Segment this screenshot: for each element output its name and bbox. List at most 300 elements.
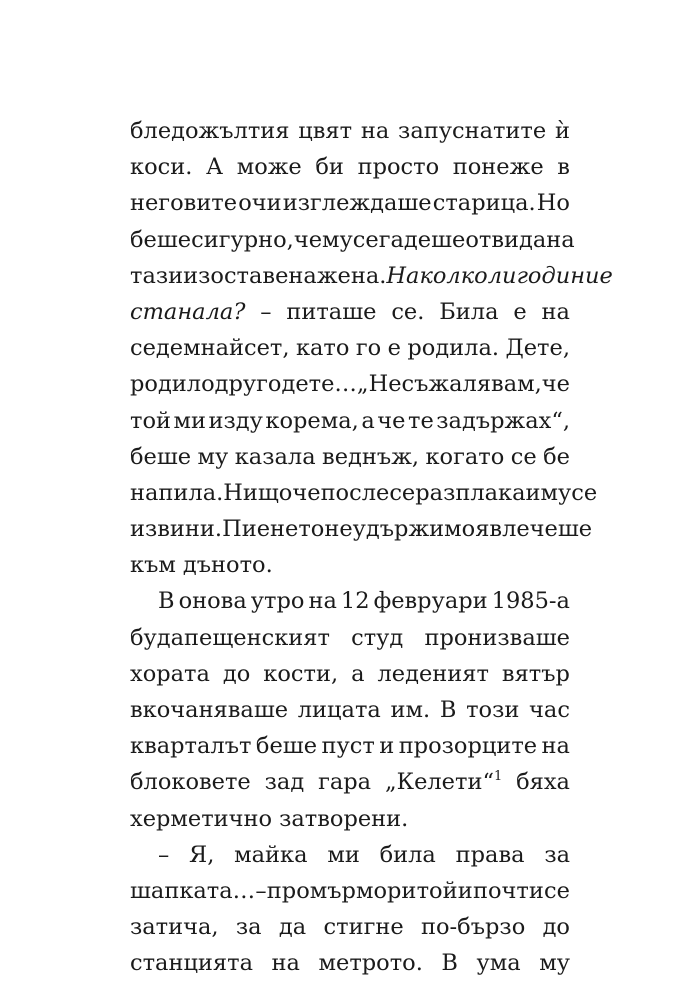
word-text: била — [379, 841, 436, 868]
word-text: им. — [390, 697, 431, 723]
word — [223, 656, 250, 692]
body-text — [130, 113, 613, 982]
word — [267, 873, 417, 909]
word — [516, 764, 570, 800]
word-text: „Келети“ — [385, 769, 494, 796]
word-text: му — [540, 479, 572, 506]
word — [473, 873, 544, 909]
text-line — [130, 222, 575, 258]
text-line — [130, 511, 593, 547]
word — [265, 764, 305, 800]
word — [183, 258, 317, 294]
word-text: кварталът — [130, 733, 252, 760]
word-text: да — [278, 914, 307, 941]
text-line — [130, 692, 570, 728]
word — [511, 439, 537, 475]
word-text: той — [416, 877, 458, 904]
word — [477, 945, 521, 981]
word-text: дъното. — [182, 552, 273, 579]
word — [130, 294, 245, 330]
word — [517, 258, 600, 294]
word-text: студ — [351, 624, 404, 651]
word — [391, 294, 424, 330]
word — [321, 728, 374, 764]
word — [502, 656, 570, 692]
word — [424, 620, 570, 656]
word — [466, 692, 519, 728]
word-text: Дете, — [505, 335, 570, 362]
word-text: неговите — [130, 190, 238, 217]
word — [361, 403, 374, 439]
text-line — [130, 475, 598, 511]
word-text: цвят — [298, 118, 353, 144]
word-text: лицата — [297, 697, 381, 723]
word-text: на — [308, 588, 337, 615]
word — [255, 873, 266, 909]
word-text: просто — [357, 154, 440, 181]
text-line — [130, 185, 570, 221]
word — [130, 403, 171, 439]
word — [179, 583, 247, 619]
word-text: го — [355, 335, 382, 362]
word — [130, 764, 251, 800]
word — [356, 330, 381, 366]
word — [357, 366, 402, 402]
text-line — [130, 294, 570, 330]
word-text: час — [529, 697, 570, 723]
word — [286, 294, 376, 330]
word-text: беше — [255, 733, 318, 760]
word — [537, 185, 570, 221]
word — [419, 258, 487, 294]
word-text: тази — [130, 262, 184, 289]
word-text: беше — [130, 226, 192, 253]
word-text: му — [197, 443, 229, 470]
word-text: бяха — [516, 769, 570, 796]
word-text: веднъж, — [322, 443, 420, 470]
word-text: хората — [130, 660, 210, 687]
word — [279, 909, 306, 945]
word-text: на — [546, 226, 575, 253]
word-text: родило — [130, 371, 215, 398]
word-text: блоковете — [130, 769, 251, 796]
word — [130, 258, 183, 294]
word — [130, 873, 255, 909]
word — [505, 330, 570, 366]
word — [440, 692, 457, 728]
word-text: извини. — [130, 516, 223, 543]
word-text: кости, — [263, 660, 339, 687]
word — [361, 113, 389, 149]
word-text: Но — [536, 190, 570, 217]
word — [130, 620, 330, 656]
text-line — [130, 330, 570, 366]
word-text: до — [222, 660, 251, 687]
word — [542, 366, 570, 402]
word-text: беше — [130, 443, 192, 470]
word-text: вкочаняваше — [130, 697, 289, 723]
word — [251, 583, 305, 619]
word — [235, 439, 316, 475]
word — [315, 149, 344, 185]
paragraph — [130, 113, 613, 583]
word-text: – — [260, 298, 272, 325]
paragraph — [130, 583, 570, 836]
text-line — [130, 801, 570, 837]
word — [238, 185, 281, 221]
word-text: му — [322, 226, 353, 253]
word — [529, 692, 570, 728]
word-text: коси. — [130, 154, 193, 181]
word-text: неудържимо — [324, 516, 476, 543]
word-text: сигурно, — [191, 226, 294, 253]
word-text: колко — [419, 262, 488, 289]
word-text: онова — [178, 588, 247, 615]
word — [294, 222, 322, 258]
word — [351, 620, 403, 656]
word-text: корема, — [265, 407, 359, 434]
text-line — [130, 837, 570, 873]
text-line — [130, 656, 570, 692]
footnote-marker[interactable]: 1 — [493, 769, 503, 785]
word-text: вида — [491, 226, 547, 253]
word-text: разплака — [415, 479, 526, 506]
word-text: за — [544, 841, 570, 868]
word-text: ли — [487, 262, 517, 289]
word — [130, 439, 191, 475]
text-line — [130, 547, 570, 583]
word-text: зад — [264, 769, 305, 796]
word-text: майка — [234, 841, 308, 868]
word — [465, 222, 491, 258]
word-text: после — [320, 479, 390, 506]
word — [542, 294, 570, 330]
word — [377, 403, 405, 439]
word-text: запуснатите — [398, 118, 547, 144]
word-text: Била — [439, 298, 499, 325]
word — [130, 945, 253, 981]
word-text: е — [387, 335, 401, 362]
word — [388, 330, 401, 366]
word — [324, 511, 475, 547]
word — [324, 909, 404, 945]
word — [130, 547, 176, 583]
word-text: стигне — [323, 914, 404, 941]
word — [425, 439, 504, 475]
word-text: на — [541, 733, 570, 760]
word-text: прозорците — [398, 733, 538, 760]
word — [417, 873, 458, 909]
word — [130, 222, 191, 258]
word — [191, 222, 294, 258]
word-text: 12 — [340, 588, 370, 615]
word-text: февруари — [373, 588, 488, 615]
word-text: В — [158, 588, 175, 615]
word — [189, 837, 214, 873]
word-text: бе — [543, 443, 570, 470]
word — [198, 439, 229, 475]
word-text: се — [571, 479, 598, 506]
word-text: до — [542, 914, 570, 941]
word-text: когато — [425, 443, 505, 470]
word — [415, 475, 525, 511]
word-text: казала — [234, 443, 316, 470]
word-text: станцията — [130, 950, 253, 977]
word — [380, 837, 436, 873]
word-text: понеже — [452, 154, 544, 181]
word — [130, 113, 290, 149]
word-text: изоставена — [183, 262, 317, 289]
word — [308, 583, 336, 619]
word — [379, 222, 466, 258]
word — [321, 475, 390, 511]
word — [265, 403, 358, 439]
word-text: а — [361, 407, 375, 434]
word — [378, 656, 489, 692]
word — [600, 258, 613, 294]
word-text: като — [295, 335, 350, 362]
word — [399, 728, 537, 764]
word-text: я — [475, 516, 490, 543]
word — [489, 511, 592, 547]
word — [543, 439, 570, 475]
text-line — [130, 583, 570, 619]
word-text: към — [130, 552, 176, 579]
word — [298, 113, 352, 149]
word — [475, 511, 489, 547]
word-text: пуст — [321, 733, 375, 760]
word-text: се — [352, 226, 379, 253]
word — [541, 475, 572, 511]
word — [389, 475, 415, 511]
word — [526, 475, 541, 511]
word-text: – — [255, 877, 267, 904]
word-text: изглеждаше — [282, 190, 432, 217]
word — [130, 511, 222, 547]
word — [439, 294, 498, 330]
word — [183, 547, 273, 583]
word — [234, 837, 307, 873]
word-text: шапката… — [130, 877, 256, 904]
word-text: изду — [208, 407, 263, 434]
word-text: и — [457, 877, 473, 904]
word — [317, 258, 387, 294]
word-text: по-бързо — [421, 914, 526, 941]
word-text: гара — [318, 769, 372, 796]
word-text: пронизваше — [424, 624, 570, 651]
word-text: питаше — [286, 298, 377, 325]
word — [296, 330, 349, 366]
word — [407, 330, 499, 366]
word-text: че — [541, 371, 570, 398]
word-text: 1985-а — [491, 588, 570, 615]
text-line — [130, 909, 570, 945]
word — [453, 149, 544, 185]
word-text: напила. — [130, 479, 224, 506]
word — [130, 909, 219, 945]
word — [279, 801, 408, 837]
text-line — [130, 728, 570, 764]
word-text: Я, — [189, 841, 215, 868]
text-line — [130, 149, 570, 185]
text-line — [130, 945, 570, 981]
word-text: че — [292, 479, 321, 506]
word — [456, 837, 525, 873]
word — [215, 366, 282, 402]
word — [385, 764, 502, 800]
word-text: затворени. — [279, 805, 409, 832]
word-text: Нищо — [223, 479, 293, 506]
word-text: – — [158, 841, 170, 868]
word — [543, 909, 570, 945]
word-text: почти — [472, 877, 544, 904]
word — [542, 728, 570, 764]
word — [386, 258, 419, 294]
word — [158, 583, 175, 619]
word-text: че — [377, 407, 406, 434]
word-text: се — [510, 443, 537, 470]
word — [130, 801, 272, 837]
word — [379, 728, 394, 764]
word-text: права — [455, 841, 525, 868]
word — [327, 837, 360, 873]
word-text: гадеше — [378, 226, 466, 253]
word-text: му — [539, 950, 570, 977]
word-text: На — [386, 262, 420, 289]
word-text: леденият — [377, 660, 489, 687]
word — [491, 222, 546, 258]
word — [353, 222, 379, 258]
word — [544, 873, 570, 909]
word — [222, 511, 324, 547]
word-text: В — [439, 697, 457, 723]
word-text: дете… — [281, 371, 357, 398]
word — [555, 113, 570, 149]
word-text: метрото. — [318, 950, 423, 977]
text-line — [130, 403, 570, 439]
word — [436, 403, 570, 439]
word-text: той — [130, 407, 171, 434]
word — [130, 149, 192, 185]
word-text: ми — [327, 841, 360, 868]
word — [398, 113, 546, 149]
word — [539, 945, 570, 981]
word — [158, 837, 169, 873]
word — [571, 475, 597, 511]
word-text: за — [235, 914, 262, 941]
word-text: се — [544, 877, 570, 904]
word-text: се — [389, 479, 416, 506]
word-text: е — [513, 298, 527, 325]
word — [351, 656, 364, 692]
word — [488, 258, 517, 294]
word — [546, 222, 574, 258]
text-line — [130, 258, 613, 294]
word — [130, 185, 237, 221]
text-line — [130, 113, 570, 149]
word-text: този — [466, 697, 520, 723]
word-text: бледожълтия — [130, 118, 290, 144]
word — [281, 366, 356, 402]
word-text: очи — [238, 190, 282, 217]
word-text: може — [236, 154, 302, 181]
word — [260, 294, 271, 330]
word — [298, 692, 381, 728]
word-text: седемнайсет, — [130, 335, 290, 362]
word-text: задържах“, — [436, 407, 570, 434]
text-line — [130, 366, 570, 402]
word — [492, 583, 570, 619]
word — [130, 728, 251, 764]
word-text: друго — [214, 371, 282, 398]
word-text: се. — [391, 298, 425, 325]
word — [513, 294, 526, 330]
word-text: е — [599, 262, 613, 289]
word — [544, 837, 570, 873]
word — [130, 366, 215, 402]
word — [458, 873, 473, 909]
word — [209, 403, 263, 439]
word-text: би — [315, 154, 344, 181]
word — [341, 583, 370, 619]
text-line — [130, 439, 570, 475]
word-text: че — [293, 226, 323, 253]
word — [433, 185, 536, 221]
word-text: старица. — [432, 190, 536, 217]
word-text: затича, — [130, 914, 219, 941]
word-text: на — [271, 950, 300, 977]
word — [130, 656, 210, 692]
word-text: съжалявам, — [401, 371, 542, 398]
word-text: Пиенето — [222, 516, 325, 543]
word — [319, 945, 423, 981]
word-text: влечеше — [489, 516, 593, 543]
word — [318, 764, 371, 800]
word — [256, 728, 317, 764]
word — [236, 909, 262, 945]
paragraph — [130, 837, 570, 982]
word — [130, 692, 288, 728]
word-text: а — [351, 660, 365, 687]
word-text: те — [408, 407, 434, 434]
word — [421, 909, 525, 945]
word — [358, 149, 440, 185]
word-text: на — [541, 298, 570, 325]
word-text: ми — [173, 407, 207, 434]
word — [391, 692, 431, 728]
word-text: години — [516, 262, 600, 289]
word — [237, 149, 302, 185]
word-text: ѝ — [554, 118, 570, 144]
word-text: родила. — [407, 335, 500, 362]
word — [283, 185, 432, 221]
word-text: от — [465, 226, 492, 253]
word — [223, 475, 292, 511]
word-text: вятър — [501, 660, 570, 687]
word-text: ума — [476, 950, 521, 977]
word-text: будапещенският — [130, 624, 330, 651]
text-line — [130, 764, 570, 800]
word-text: В — [441, 950, 458, 977]
word-text: промърмори — [266, 877, 417, 904]
word-text: и — [525, 479, 541, 506]
word — [374, 583, 488, 619]
word-text: на — [360, 118, 390, 144]
word — [263, 656, 338, 692]
word — [174, 403, 207, 439]
word-text: станала? — [130, 298, 246, 325]
word-text: в — [557, 154, 570, 181]
